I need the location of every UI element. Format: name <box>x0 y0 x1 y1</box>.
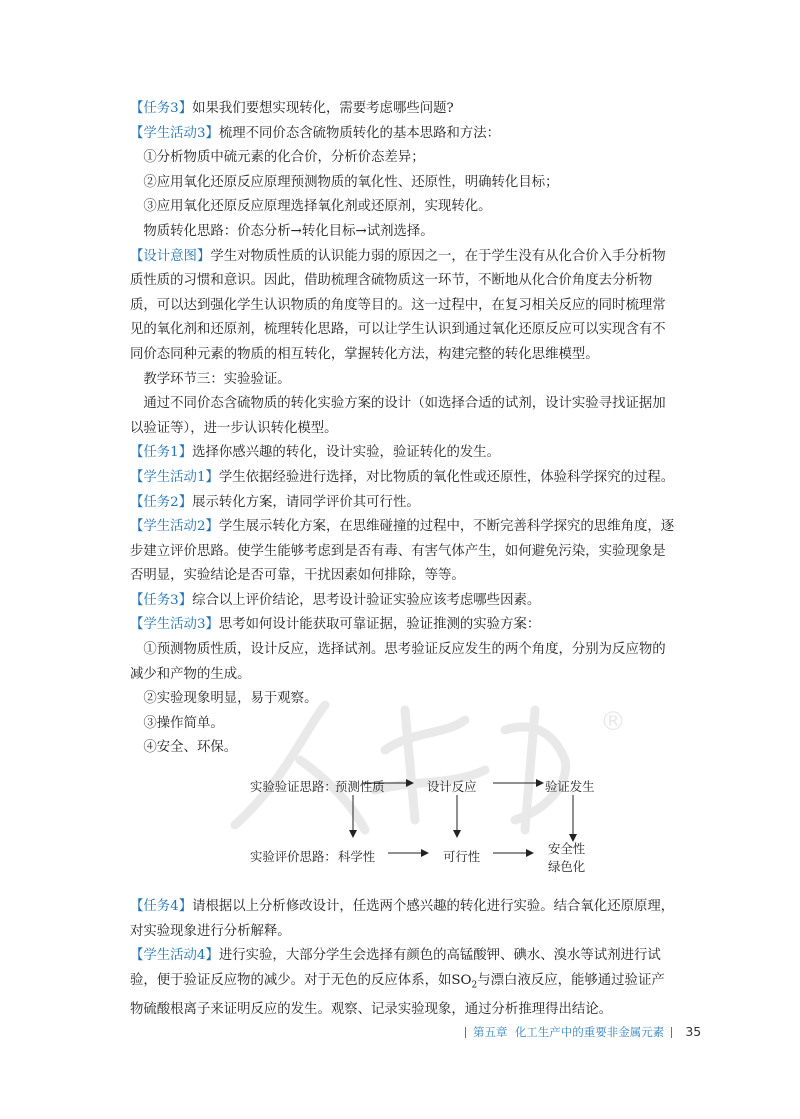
task-paragraph <box>130 515 678 589</box>
paragraph-text: 选择你感兴趣的转化，设计实验，验证转化的发生。 <box>192 445 501 461</box>
page-number: 35 <box>685 1024 702 1039</box>
paragraph-text: 梳理不同价态含硫物质转化的基本思路和方法： <box>218 125 501 141</box>
text-paragraph <box>130 195 678 220</box>
criterion-safety: 安全性 <box>548 841 586 857</box>
paragraph-text: 学生依据经验进行选择，对比物质的氧化性或还原性，体验科学探究的过程。 <box>218 469 675 485</box>
paragraph-text: ②实验现象明显，易于观察。 <box>143 691 318 707</box>
criterion-scientific: 科学性 <box>338 849 376 865</box>
paragraph-text: ③操作简单。 <box>143 715 224 731</box>
text-paragraph <box>130 171 678 196</box>
text-paragraph <box>130 146 678 171</box>
text-paragraph <box>130 687 678 712</box>
text-paragraph <box>130 368 678 393</box>
task-paragraph <box>130 97 678 122</box>
task-paragraph <box>130 589 678 614</box>
flow-diagram <box>130 771 678 891</box>
verify-idea-title: 实验验证思路： <box>250 779 337 795</box>
paragraph-text: 如果我们要想实现转化，需要考虑哪些问题? <box>192 101 454 116</box>
paragraph-text: 请根据以上分析修改设计，任选两个感兴趣的转化进行实验。结合氧化还原原理，对实验现象进行分析解释。 <box>130 899 675 939</box>
task-paragraph <box>130 122 678 147</box>
paragraph-text: 学生展示转化方案，在思维碰撞的过程中，不断完善科学探究的思维角度，逐步建立评价思路。使学生能够考虑到是否有毒、有害气体产生，如何避免污染，实验现象是否明显，实验结论是否可靠，干扰因素如何排除，等等。 <box>130 519 675 584</box>
paragraph-text: 教学环节三：实验验证。 <box>143 371 291 387</box>
paragraph-text: 通过不同价态含硫物质的转化实验方案的设计（如选择合适的试剂，设计实验寻找证据加以验证等），进一步认识转化模型。 <box>130 396 666 436</box>
subscript: 2 <box>471 980 478 991</box>
step-verify: 验证发生 <box>545 779 595 795</box>
task-tag: 【学生活动3】 <box>130 125 219 141</box>
task-paragraph <box>130 466 678 491</box>
task-paragraph <box>130 944 678 1022</box>
task-tag: 【任务3】 <box>130 592 193 608</box>
criterion-green: 绿色化 <box>548 859 586 875</box>
paragraph-text: ①分析物质中硫元素的化合价，分析价态差异； <box>143 150 425 166</box>
paragraph-text: 学生对物质性质的认识能力弱的原因之一，在于学生没有从化合价入手分析物质性质的习惯和意识。因此，借助梳理含硫物质这一环节，不断地从化合价角度去分析物质，可以达到强化学生认识物质的角度等目的。这一过程中，在复习相关反应的同时梳理常见的氧化剂和还原剂，梳理转化思路，可以让学生认识到通过氧化还原反应可以实现含有不同价态同种元素的物质的相互转化，掌握转化方法，构建完整的转化思维模型。 <box>130 248 666 362</box>
footer-divider <box>671 1027 672 1038</box>
paragraph-text: 进行实验，大部分学生会选择有颜色的高锰酸钾、碘水、溴水等试剂进行试验，便于验证反应物的减少。对于无色的反应体系，如SO <box>130 948 661 988</box>
task-tag: 【学生活动2】 <box>130 519 219 535</box>
task-paragraph <box>130 491 678 516</box>
text-paragraph <box>130 392 678 441</box>
task-paragraph <box>130 613 678 638</box>
flow-diagram-arrows <box>130 771 678 891</box>
task-tag: 【任务1】 <box>130 445 193 461</box>
task-paragraph <box>130 441 678 466</box>
task-tag: 【设计意图】 <box>130 248 211 264</box>
text-paragraph <box>130 736 678 761</box>
task-tag: 【任务4】 <box>130 899 193 915</box>
task-paragraph <box>130 895 678 944</box>
chapter-label: 第五章 <box>473 1025 508 1039</box>
task-tag: 【学生活动4】 <box>130 948 219 964</box>
step-predict: 预测性质 <box>335 779 385 795</box>
paragraph-group-before-diagram <box>130 97 678 761</box>
paragraph-text: ③应用氧化还原反应原理选择氧化剂或还原剂，实现转化。 <box>143 199 492 215</box>
paragraph-group-after-diagram <box>130 895 678 1023</box>
paragraph-text: ①预测物质性质，设计反应，选择试剂。思考验证反应发生的两个角度，分别为反应物的减少和产物的生成。 <box>130 642 666 682</box>
watermark-registered-mark: ® <box>600 707 626 737</box>
paragraph-text: 思考如何设计能获取可靠证据，验证推测的实验方案： <box>218 617 541 633</box>
paragraph-text: 与漂白液反应，能够通过验证产物硫酸根离子来证明反应的发生。观察、记录实验现象，通过分析推理得出结论。 <box>130 972 665 1018</box>
paragraph-text: ②应用氧化还原反应原理预测物质的氧化性、还原性，明确转化目标； <box>143 174 559 190</box>
paragraph-text: ④安全、环保。 <box>143 740 238 756</box>
text-paragraph <box>130 638 678 687</box>
step-design: 设计反应 <box>427 779 477 795</box>
footer-divider <box>465 1027 466 1038</box>
paragraph-text: 展示转化方案，请同学评价其可行性。 <box>192 494 420 510</box>
task-tag: 【学生活动1】 <box>130 469 219 485</box>
chapter-title: 化工生产中的重要非金属元素 <box>514 1025 665 1039</box>
main-text <box>130 97 678 1023</box>
task-tag: 【任务3】 <box>130 101 193 116</box>
text-paragraph <box>130 712 678 737</box>
paragraph-text: 综合以上评价结论，思考设计验证实验应该考虑哪些因素。 <box>192 592 541 608</box>
task-tag: 【任务2】 <box>130 494 193 510</box>
task-tag: 【学生活动3】 <box>130 617 219 633</box>
evaluate-idea-title: 实验评价思路： <box>250 849 337 865</box>
text-paragraph <box>130 220 678 245</box>
page-footer <box>458 1024 718 1044</box>
paragraph-text: 物质转化思路：价态分析→转化目标→试剂选择。 <box>143 223 434 239</box>
criterion-feasibility: 可行性 <box>443 849 481 865</box>
task-paragraph <box>130 245 678 368</box>
